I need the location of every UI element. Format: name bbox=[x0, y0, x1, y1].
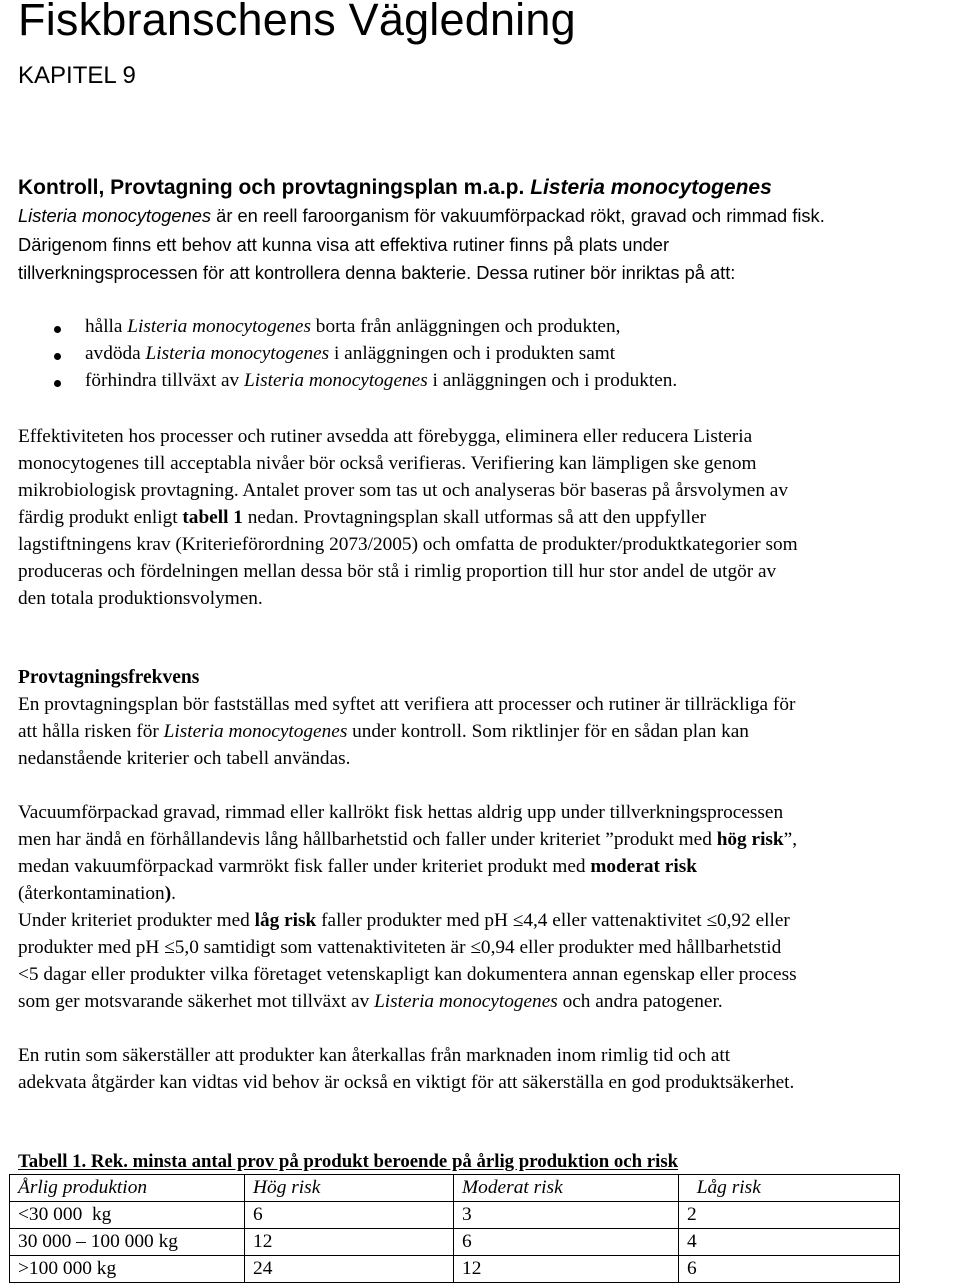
intro-line-2: Därigenom finns ett behov att kunna visa att effektiva rutiner finns på plats under bbox=[18, 234, 670, 255]
bullet-text: borta från anläggningen och produkten, bbox=[310, 316, 621, 337]
para-line: monocytogenes till acceptabla nivåer bör också verifieras. Verifiering kan lämpligen ske genom bbox=[18, 453, 757, 474]
para-line bbox=[18, 856, 697, 878]
para-text: färdig produkt enligt bbox=[18, 507, 183, 528]
para-line bbox=[18, 829, 797, 851]
para-text: men har ändå en förhållandevis lång hållbarhetstid och faller under kriteriet ”produkt med bbox=[18, 829, 717, 850]
table-cell: 24 bbox=[245, 1256, 454, 1283]
bullet-text: förhindra tillväxt av bbox=[85, 370, 245, 391]
risk-term: låg risk bbox=[254, 910, 317, 931]
table-cell: 12 bbox=[454, 1256, 679, 1283]
table-cell: 6 bbox=[679, 1256, 900, 1283]
species-name: Listeria monocytogenes bbox=[127, 316, 311, 337]
para-text: nedan. Provtagningsplan skall utformas så att den uppfyller bbox=[242, 507, 707, 528]
table-caption: Tabell 1. Rek. minsta antal prov på produkt beroende på årlig produktion och risk bbox=[18, 1151, 679, 1172]
bullet-item-3 bbox=[85, 370, 677, 392]
bullet-text: i anläggningen och i produkten samt bbox=[329, 343, 616, 364]
para-line: adekvata åtgärder kan vidtas vid behov är också en viktigt för att säkerställa en god produktsäkerhet. bbox=[18, 1072, 795, 1093]
para-line bbox=[18, 721, 749, 743]
section-heading-provtagningsfrekvens: Provtagningsfrekvens bbox=[18, 667, 200, 688]
bullet-dot bbox=[54, 353, 61, 360]
para-line: produceras och fördelningen mellan dessa bör stå i rimlig proportion till hur stor andel de utgör av bbox=[18, 561, 777, 582]
bullet-dot bbox=[54, 380, 61, 387]
para-text: och andra patogener. bbox=[557, 991, 723, 1012]
bullet-item-2 bbox=[85, 343, 615, 365]
species-name: Listeria monocytogenes bbox=[244, 370, 428, 391]
heading-species: Listeria monocytogenes bbox=[530, 176, 772, 199]
para-line: Effektiviteten hos processer och rutiner avsedda att förebygga, eliminera eller reducera Listeria bbox=[18, 426, 753, 447]
document-title: Fiskbranschens Vägledning bbox=[18, 0, 576, 45]
para-line: En rutin som säkerställer att produkter kan återkallas från marknaden inom rimlig tid och att bbox=[18, 1045, 731, 1066]
para-line: produkter med pH ≤5,0 samtidigt som vattenaktiviteten är ≤0,94 eller produkter med hållbarhetstid bbox=[18, 937, 782, 958]
species-name: Listeria monocytogenes bbox=[163, 721, 348, 742]
bullet-text: avdöda bbox=[85, 343, 146, 364]
para-text: ) bbox=[164, 883, 172, 904]
para-line: Vacuumförpackad gravad, rimmad eller kallrökt fisk hettas aldrig upp under tillverkningsprocessen bbox=[18, 802, 784, 823]
bullet-dot bbox=[54, 326, 61, 333]
para-line bbox=[18, 507, 706, 529]
para-line: <5 dagar eller produkter vilka företaget vetenskapligt kan dokumentera annan egenskap eller process bbox=[18, 964, 797, 985]
intro-text: är en reell faroorganism för vakuumförpackad rökt, gravad och rimmad fisk. bbox=[211, 205, 825, 226]
para-line: lagstiftningens krav (Kriterieförordning 2073/2005) och omfatta de produkter/produktkategorier som bbox=[18, 534, 798, 555]
table-row bbox=[10, 1229, 900, 1256]
bullet-text: i anläggningen och i produkten. bbox=[427, 370, 678, 391]
table-cell: 2 bbox=[679, 1202, 900, 1229]
table-cell: 12 bbox=[245, 1229, 454, 1256]
table-cell: 4 bbox=[679, 1229, 900, 1256]
table-cell: 6 bbox=[245, 1202, 454, 1229]
intro-line-1 bbox=[18, 205, 825, 227]
risk-term: moderat risk bbox=[590, 856, 697, 877]
table-header-cell: Låg risk bbox=[679, 1175, 900, 1202]
table-cell: <30 000 kg bbox=[10, 1202, 245, 1229]
chapter-label: KAPITEL 9 bbox=[18, 62, 136, 89]
species-name: Listeria monocytogenes bbox=[145, 343, 330, 364]
para-line bbox=[18, 991, 723, 1013]
table-header-cell: Årlig produktion bbox=[10, 1175, 245, 1202]
para-text: (återkontamination bbox=[18, 883, 165, 904]
table-cell: 6 bbox=[454, 1229, 679, 1256]
sampling-table bbox=[9, 1174, 900, 1283]
table-cell: 3 bbox=[454, 1202, 679, 1229]
heading-text: Kontroll, Provtagning och provtagningsplan m.a.p. bbox=[18, 176, 531, 199]
risk-term: hög risk bbox=[716, 829, 784, 850]
table-row bbox=[10, 1256, 900, 1283]
para-text: . bbox=[171, 883, 176, 904]
para-line: En provtagningsplan bör fastställas med syftet att verifiera att processer och rutiner är tillräckliga för bbox=[18, 694, 796, 715]
species-name: Listeria monocytogenes bbox=[374, 991, 558, 1012]
para-line: den totala produktionsvolymen. bbox=[18, 588, 263, 609]
para-text: ”, bbox=[783, 829, 798, 850]
table-cell: >100 000 kg bbox=[10, 1256, 245, 1283]
para-text: att hålla risken för bbox=[18, 721, 164, 742]
table-reference: tabell 1 bbox=[182, 507, 243, 528]
table-cell: 30 000 – 100 000 kg bbox=[10, 1229, 245, 1256]
para-text: som ger motsvarande säkerhet mot tillväxt av bbox=[18, 991, 375, 1012]
table-row bbox=[10, 1202, 900, 1229]
para-line: mikrobiologisk provtagning. Antalet prover som tas ut och analyseras bör baseras på årsvolymen av bbox=[18, 480, 788, 501]
bullet-text: hålla bbox=[85, 316, 128, 337]
table-header-cell: Hög risk bbox=[245, 1175, 454, 1202]
para-line: nedanstående kriterier och tabell användas. bbox=[18, 748, 351, 769]
para-text: medan vakuumförpackad varmrökt fisk faller under kriteriet produkt med bbox=[18, 856, 591, 877]
para-text: faller produkter med pH ≤4,4 eller vattenaktivitet ≤0,92 eller bbox=[316, 910, 790, 931]
bullet-item-1 bbox=[85, 316, 620, 338]
para-line bbox=[18, 910, 790, 932]
para-text: under kontroll. Som riktlinjer för en sådan plan kan bbox=[347, 721, 749, 742]
intro-line-3: tillverkningsprocessen för att kontrollera denna bakterie. Dessa rutiner bör inriktas på att: bbox=[18, 262, 736, 283]
para-line bbox=[18, 883, 176, 905]
table-header-cell: Moderat risk bbox=[454, 1175, 679, 1202]
table-header-row bbox=[10, 1175, 900, 1202]
section-heading-kontroll bbox=[18, 176, 772, 200]
species-name: Listeria monocytogenes bbox=[18, 205, 212, 226]
para-text: Under kriteriet produkter med bbox=[18, 910, 255, 931]
